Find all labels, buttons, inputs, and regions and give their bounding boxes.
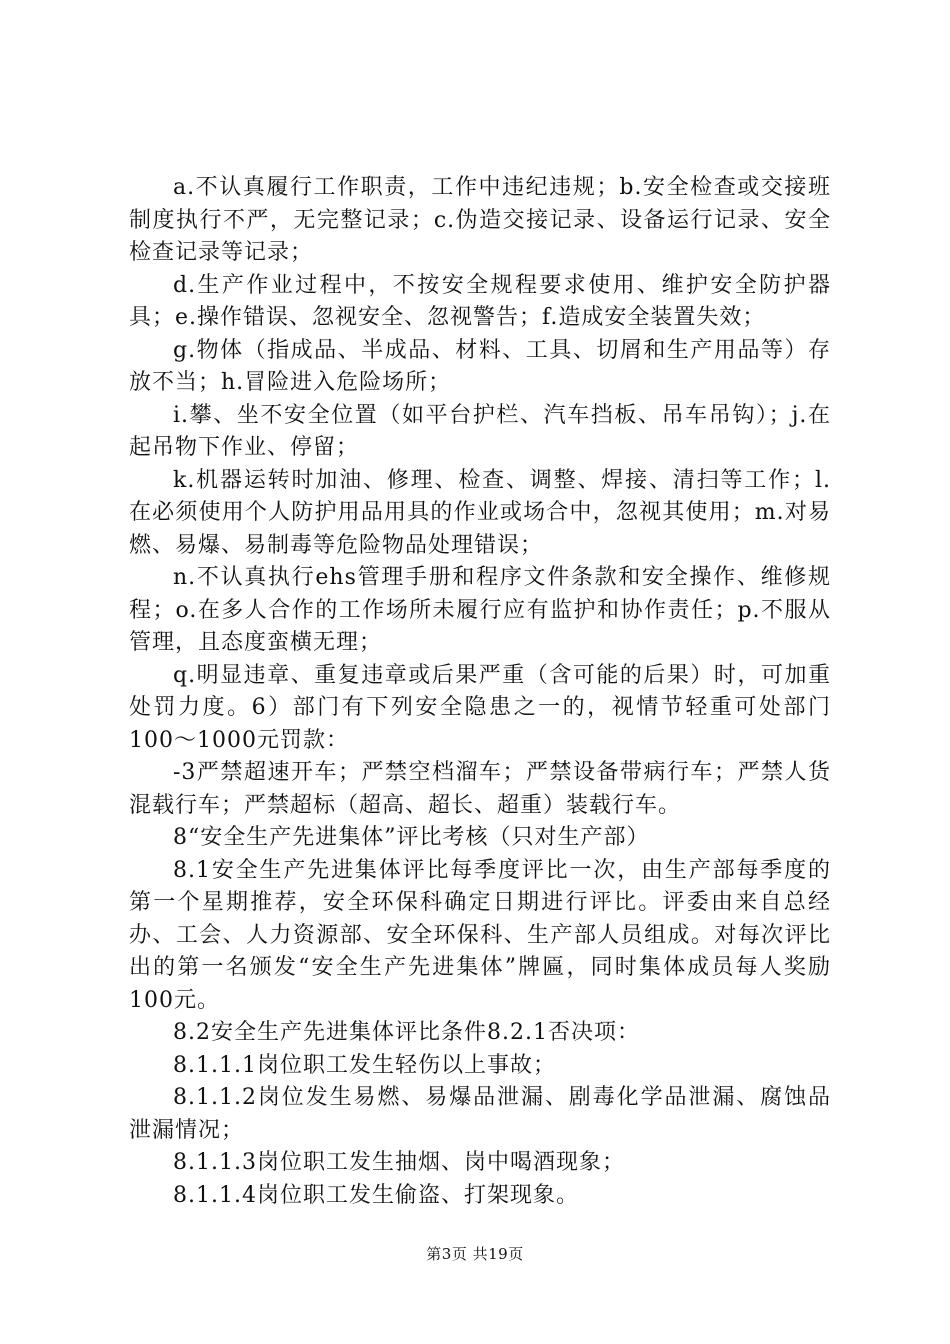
paragraph: -3严禁超速开车；严禁空档溜车；严禁设备带病行车；严禁人货混载行车；严禁超标（超高、超长、超重）装载行车。 — [129, 760, 831, 818]
document-body — [129, 172, 831, 1212]
paragraph: n.不认真执行ehs管理手册和程序文件条款和安全操作、维修规程；o.在多人合作的工作场所未履行应有监护和协作责任；p.不服从管理，且态度蛮横无理； — [129, 565, 831, 655]
paragraph: k.机器运转时加油、修理、检查、调整、焊接、清扫等工作；l.在必须使用个人防护用品用具的作业或场合中，忽视其使用；m.对易燃、易爆、易制毒等危险物品处理错误； — [129, 467, 831, 558]
paragraph: a.不认真履行工作职责，工作中违纪违规；b.安全检查或交接班制度执行不严，无完整记录；c.伪造交接记录、设备运行记录、安全检查记录等记录； — [129, 175, 831, 265]
paragraph: 8.1安全生产先进集体评比每季度评比一次，由生产部每季度的第一个星期推荐，安全环保科确定日期进行评比。评委由来自总经办、工会、人力资源部、安全环保科、生产部人员组成。对每次评比出的第一名颁发“安全生产先进集体”牌匾，同时集体成员每人奖励100元。 — [129, 857, 831, 1013]
list-item: 8.1.1.2岗位发生易燃、易爆品泄漏、剧毒化学品泄漏、腐蚀品泄漏情况； — [129, 1085, 831, 1143]
paragraph: i.攀、坐不安全位置（如平台护栏、汽车挡板、吊车吊钩）；j.在起吊物下作业、停留； — [129, 402, 831, 460]
list-item: 8.1.1.1岗位职工发生轻伤以上事故； — [173, 1052, 556, 1078]
list-item: 8.1.1.4岗位职工发生偷盗、打架现象。 — [173, 1182, 579, 1208]
page-footer: 第3页 共19页 — [426, 1245, 524, 1263]
section-heading: 8“安全生产先进集体”评比考核（只对生产部） — [173, 825, 650, 850]
list-item: 8.1.1.3岗位职工发生抽烟、岗中喝酒现象； — [173, 1150, 625, 1175]
paragraph: g.物体（指成品、半成品、材料、工具、切屑和生产用品等）存放不当；h.冒险进入危险场所； — [129, 337, 831, 395]
paragraph: d.生产作业过程中，不按安全规程要求使用、维护安全防护器具；e.操作错误、忽视安全、忽视警告；f.造成安全装置失效； — [129, 272, 831, 330]
paragraph: q.明显违章、重复违章或后果严重（含可能的后果）时，可加重处罚力度。6）部门有下列安全隐患之一的，视情节轻重可处部门100～1000元罚款： — [129, 662, 831, 753]
paragraph: 8.2安全生产先进集体评比条件8.2.1否决项： — [173, 1020, 640, 1045]
